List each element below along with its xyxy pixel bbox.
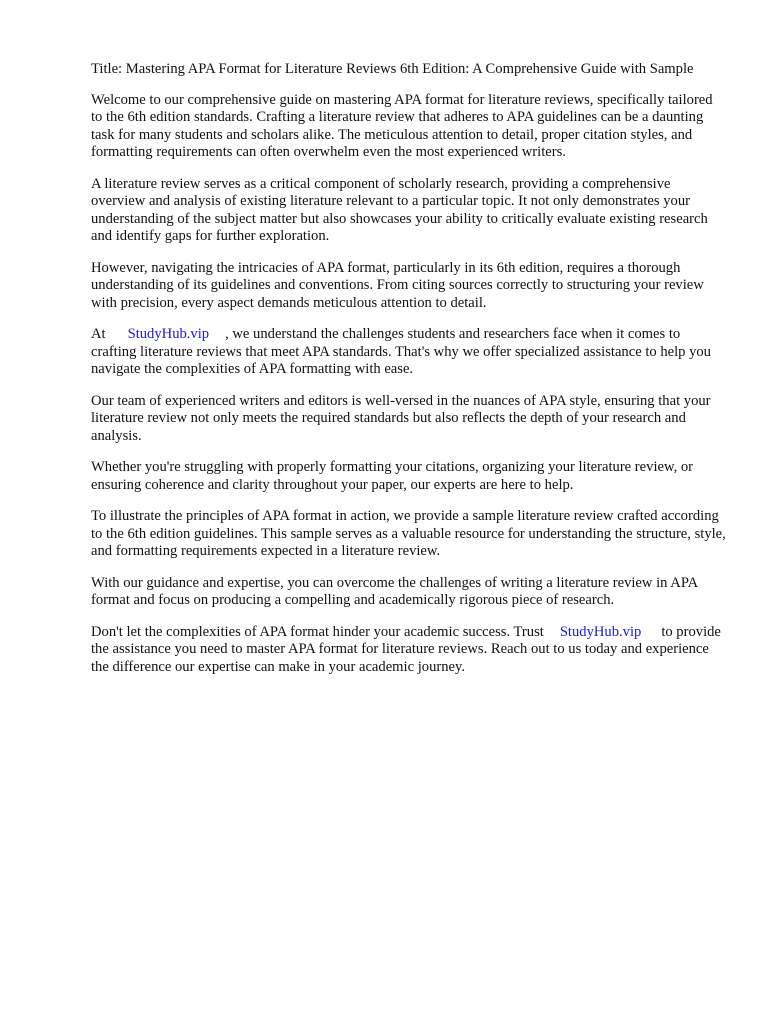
paragraph-sample: To illustrate the principles of APA format in action, we provide a sample literature review crafted according to the 6th edition guidelines. This sample serves as a valuable resource for understanding the structure, style, and formatting requirements expected in a literature review. [91,508,726,559]
studyhub-link-closing[interactable]: StudyHub.vip [559,623,642,640]
document-title: Title: Mastering APA Format for Literature Reviews 6th Edition: A Comprehensive Guide with Sample [91,61,694,77]
closing-lead-text: Don't let the complexities of APA format hinder your academic success. Trust [91,623,544,640]
paragraph-closing [91,624,727,677]
studyhub-trailing-text: , we understand the challenges students and researchers face when it comes to crafting literature reviews that meet APA standards. That's why we offer specialized assistance to help you navigate the complexities of APA formatting with ease. [91,326,711,377]
studyhub-link[interactable]: StudyHub.vip [127,326,210,342]
closing-trailing-text: to provide the assistance you need to master APA format for literature reviews. Reach out to us today and experience the difference our expertise can make in your academic journey. [91,623,721,675]
paragraph-intro: Welcome to our comprehensive guide on mastering APA format for literature reviews, specifically tailored to the 6th edition standards. Crafting a literature review that adheres to APA guidelines can be a daunting task for many students and scholars alike. The meticulous attention to detail, proper citation styles, and formatting requirements can often overwhelm even the most experienced writers. [91,91,713,160]
paragraph-studyhub [91,326,727,379]
paragraph-struggling: Whether you're struggling with properly formatting your citations, organizing your literature review, or ensuring coherence and clarity throughout your paper, our experts are here to help. [91,459,694,493]
paragraph-guidance: With our guidance and expertise, you can overcome the challenges of writing a literature review in APA format and focus on producing a compelling and academically rigorous piece of research. [91,574,698,608]
paragraph-apa-intricacies: However, navigating the intricacies of APA format, particularly in its 6th edition, requires a thorough understanding of its guidelines and conventions. From citing sources correctly to structuring your review with precision, every aspect demands meticulous attention to detail. [91,259,704,311]
studyhub-lead-text: At [91,326,106,342]
paragraph-literature-review: A literature review serves as a critical component of scholarly research, providing a comprehensive overview and analysis of existing literature relevant to a particular topic. It not only demonstrates your understanding of the subject matter but also showcases your ability to critically evaluate existing research and identify gaps for further exploration. [91,175,708,244]
document-body [91,61,727,690]
paragraph-team: Our team of experienced writers and editors is well-versed in the nuances of APA style, ensuring that your literature review not only meets the required standards but also reflects the depth of your research and analysis. [91,392,711,444]
